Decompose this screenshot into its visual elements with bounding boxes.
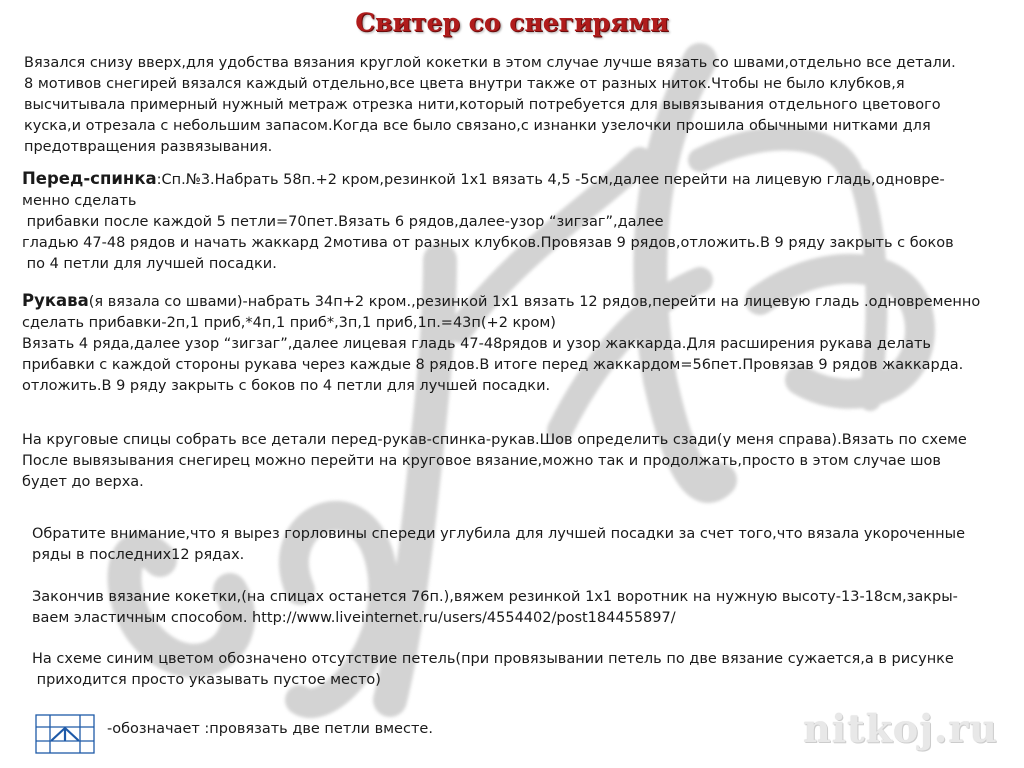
intro-line: высчитывала примерный нужный метраж отрезка нити,который потребуется для вывязывания отдельного цветового (24, 97, 941, 113)
front-back-heading: Перед-спинка (22, 169, 157, 188)
intro-line: 8 мотивов снегирей вязался каждый отдельно,все цвета внутри также от разных ниток.Чтобы не было клубков,я (24, 76, 905, 92)
scheme-note (32, 649, 954, 691)
collar-section (32, 587, 958, 629)
neckline-line: ряды в последних12 рядах. (32, 547, 245, 563)
circular-line: будет до верха. (22, 474, 144, 490)
collar-line: Закончив вязание кокетки,(на спицах останется 76п.),вяжем резинкой 1х1 воротник на нужную высоту-13-18см,закры- (32, 589, 958, 605)
neckline-note (32, 524, 965, 566)
intro-line: Вязался снизу вверх,для удобства вязания круглой кокетки в этом случае лучше вязать со швами,отдельно все детали. (24, 55, 956, 71)
front-back-line: менно сделать (22, 193, 137, 209)
circular-section (22, 430, 967, 493)
sleeves-line: сделать прибавки-2п,1 приб,*4п,1 приб*,3п,1 приб,1п.=43п(+2 кром) (22, 315, 556, 331)
sleeves-line: отложить.В 9 ряду закрыть с боков по 4 петли для лучшей посадки. (22, 378, 551, 394)
sleeves-section (22, 290, 980, 397)
intro-line: куска,и отрезала с небольшим запасом.Когда все было связано,с изнанки узелочки прошила обычными нитками для (24, 118, 931, 134)
front-back-line: по 4 петли для лучшей посадки. (22, 256, 277, 272)
sleeves-line: прибавки с каждой стороны рукава через каждые 8 рядов.В итоге перед жаккардом=56пет.Провязав 9 рядов жаккарда. (22, 357, 964, 373)
page-title: Свитер со снегирями (355, 8, 669, 37)
scheme-note-line: На схеме синим цветом обозначено отсутствие петель(при провязывании петель по две вязание сужается,а в рисунке (32, 651, 954, 667)
front-back-line: Перед-спинка:Сп.№3.Набрать 58п.+2 кром,резинкой 1х1 вязать 4,5 -5см,далее перейти на лицевую гладь,одновре- (22, 169, 945, 188)
sleeves-line: Рукава(я вязала со швами)-набрать 34п+2 кром.,резинкой 1х1 вязать 12 рядов,перейти на лицевую гладь .одновременно (22, 291, 981, 310)
collar-line: ваем эластичным способом. http://www.liveinternet.ru/users/4554402/post184455897/ (32, 610, 676, 626)
circular-line: На круговые спицы собрать все детали перед-рукав-спинка-рукав.Шов определить сзади(у меня справа).Вязать по схеме (22, 432, 967, 448)
neckline-line: Обратите внимание,что я вырез горловины спереди углубила для лучшей посадки за счет того,что вязала укороченные (32, 526, 965, 542)
site-watermark: nitkoj.ru (803, 706, 998, 751)
circular-line: После вывязывания снегирец можно перейти на круговое вязание,можно так и продолжать,просто в этом случае шов (22, 453, 941, 469)
front-back-line: прибавки после каждой 5 петли=70пет.Вязать 6 рядов,далее-узор “зигзаг”,далее (22, 214, 664, 230)
intro-line: предотвращения развязывания. (24, 139, 273, 155)
scheme-note-line: приходится просто указывать пустое место) (32, 672, 381, 688)
sleeves-line: Вязать 4 ряда,далее узор “зигзаг”,далее лицевая гладь 47-48рядов и узор жаккарда.Для расширения рукава делать (22, 336, 931, 352)
legend-text: -обозначает :провязать две петли вместе. (107, 721, 433, 737)
intro-paragraph (24, 53, 956, 158)
knit-two-together-icon (34, 713, 98, 757)
front-back-section (22, 168, 954, 275)
sleeves-heading: Рукава (22, 291, 89, 310)
front-back-line: гладью 47-48 рядов и начать жаккард 2мотива от разных клубков.Провязав 9 рядов,отложить.В 9 ряду закрыть с боков (22, 235, 954, 251)
